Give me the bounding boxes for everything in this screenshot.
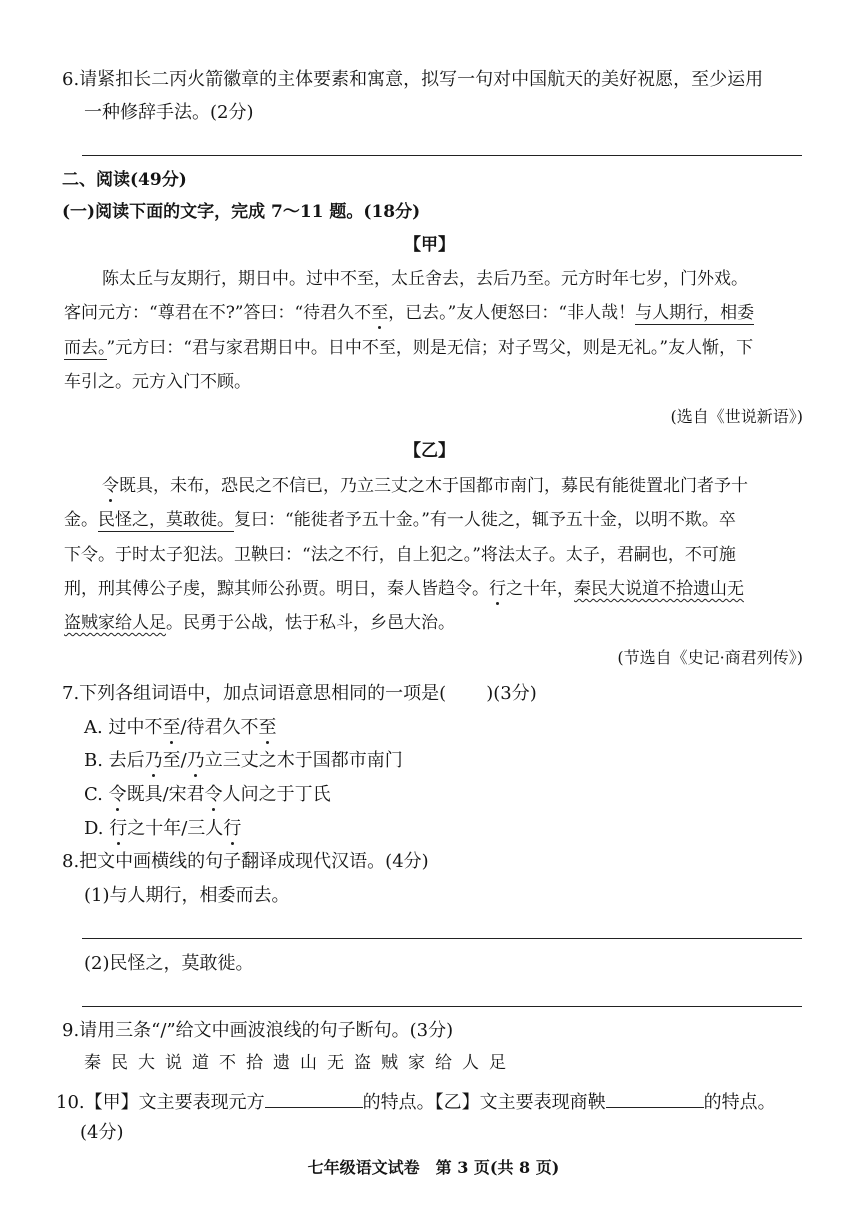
q9-stem: 9.请用三条“/”给文中画波浪线的句子断句。(3分)	[62, 1020, 454, 1041]
dotted-char: 乃	[144, 750, 163, 771]
text-segment: C.	[84, 784, 109, 805]
text-segment: 10.【甲】文主要表现元方	[56, 1092, 265, 1113]
q7-stem	[62, 685, 537, 703]
q10-blank-1[interactable]	[265, 1089, 363, 1108]
q6-line1: 6.请紧扣长二丙火箭徽章的主体要素和寓意，拟写一句对中国航天的美好祝愿，至少运用	[62, 69, 764, 90]
text-segment: 既具/宋君	[126, 784, 205, 805]
passage-yi-source: (节选自《史记·商君列传》)	[617, 648, 803, 667]
text-segment: 客问元方：“尊君在不?”答曰：“待君久不	[64, 303, 372, 323]
text-segment: 7.下列各组词语中，加点词语意思相同的一项是(	[62, 683, 447, 704]
dotted-char: 乃	[186, 750, 205, 771]
text-segment: A. 过中不	[84, 717, 163, 738]
passage-yi-line: 下令。于时太子犯法。卫鞅曰：“法之不行，自上犯之。”将法太子。太子，君嗣也，不可施	[64, 545, 736, 565]
text-segment: D.	[84, 818, 110, 839]
dotted-char: 至	[371, 303, 389, 323]
q7-option-a[interactable]	[84, 719, 277, 737]
passage-jia-line	[64, 340, 753, 357]
passage-jia-line: 陈太丘与友期行，期日中。过中不至，太丘舍去，去后乃至。元方时年七岁，门外戏。	[102, 269, 748, 289]
passage-yi-line	[64, 581, 744, 598]
page-footer: 七年级语文试卷 第 3 页(共 8 页)	[307, 1158, 560, 1177]
passage-yi-heading: 【乙】	[404, 441, 455, 461]
passage-jia-heading: 【甲】	[404, 235, 455, 255]
q10-blank-2[interactable]	[606, 1089, 704, 1108]
q8-sentence-1: (1)与人期行，相委而去。	[84, 885, 290, 906]
text-segment: 人问之于丁氏	[222, 784, 331, 805]
passage-yi-line	[64, 615, 455, 632]
underlined-sentence: 与人期行，相委	[635, 303, 755, 323]
dotted-char: 令	[108, 784, 127, 805]
q7-option-d[interactable]	[84, 820, 241, 838]
underlined-sentence: 民怪之，莫敢徙。	[98, 510, 234, 530]
text-segment: ”元方曰：“君与家君期日中。日中不至，则是无信；对子骂父，则是无礼。”友人惭，下	[106, 338, 754, 358]
dotted-char: 行	[109, 818, 128, 839]
text-segment: 金。	[64, 510, 98, 530]
dotted-char: 行	[489, 579, 506, 599]
passage-yi-line	[102, 478, 748, 495]
section-title: 二、阅读(49分)	[62, 170, 187, 190]
q10-stem	[56, 1089, 776, 1112]
q6-answer-line	[82, 155, 802, 156]
dotted-char: 至	[162, 717, 181, 738]
underlined-sentence: 而去。	[64, 338, 107, 358]
dotted-char: 令	[204, 784, 223, 805]
q9-sentence[interactable]: 秦民大说道不拾遗山无盗贼家给人足	[84, 1053, 516, 1073]
text-segment: 。民勇于公战，怯于私斗，乡邑大治。	[166, 613, 455, 633]
passage-jia-line	[64, 305, 754, 322]
text-segment: 的特点。【乙】文主要表现商鞅	[362, 1092, 606, 1113]
q7-option-b[interactable]	[84, 752, 403, 770]
text-segment: 复曰：“能徙者予五十金。”有一人徙之，辄予五十金，以明不欺。卒	[234, 510, 736, 530]
text-segment: 之十年/三人	[127, 818, 224, 839]
text-segment: 刑，刑其傅公子虔，黥其师公孙贾。明日，秦人皆趋令。	[64, 579, 489, 599]
text-segment: ，已去。”友人便怒曰：“非人哉！	[388, 303, 636, 323]
text-segment: )(3分)	[486, 683, 537, 704]
wavy-underlined-sentence: 秦民大说道不拾遗山无	[574, 579, 744, 599]
text-segment: 的特点。	[703, 1092, 776, 1113]
dotted-char: 至	[258, 717, 277, 738]
q7-option-c[interactable]	[84, 786, 331, 804]
wavy-underlined-sentence: 盗贼家给人足	[64, 613, 166, 633]
passage-jia-source: (选自《世说新语》)	[670, 407, 803, 426]
dotted-char: 令	[102, 476, 119, 496]
q8-stem: 8.把文中画横线的句子翻译成现代汉语。(4分)	[62, 851, 429, 872]
q10-score: (4分)	[80, 1122, 124, 1143]
q6-line2: 一种修辞手法。(2分)	[84, 102, 254, 123]
text-segment: 既具，未布，恐民之不信已，乃立三丈之木于国都市南门，募民有能徙置北门者予十	[119, 476, 748, 496]
text-segment: 至/	[162, 750, 187, 771]
passage-yi-line	[64, 512, 736, 529]
text-segment: 之十年，	[506, 579, 574, 599]
text-segment: /待君久不	[180, 717, 259, 738]
reading-part1-title: (一)阅读下面的文字，完成 7～11 题。(18分)	[62, 202, 421, 222]
q8-answer-line-1[interactable]	[82, 938, 802, 939]
q8-answer-line-2[interactable]	[82, 1006, 802, 1007]
text-segment: B. 去后	[84, 750, 145, 771]
passage-jia-line: 车引之。元方入门不顾。	[64, 372, 251, 392]
dotted-char: 行	[223, 818, 242, 839]
q8-sentence-2: (2)民怪之，莫敢徙。	[84, 953, 254, 974]
text-segment: 立三丈之木于国都市南门	[204, 750, 403, 771]
